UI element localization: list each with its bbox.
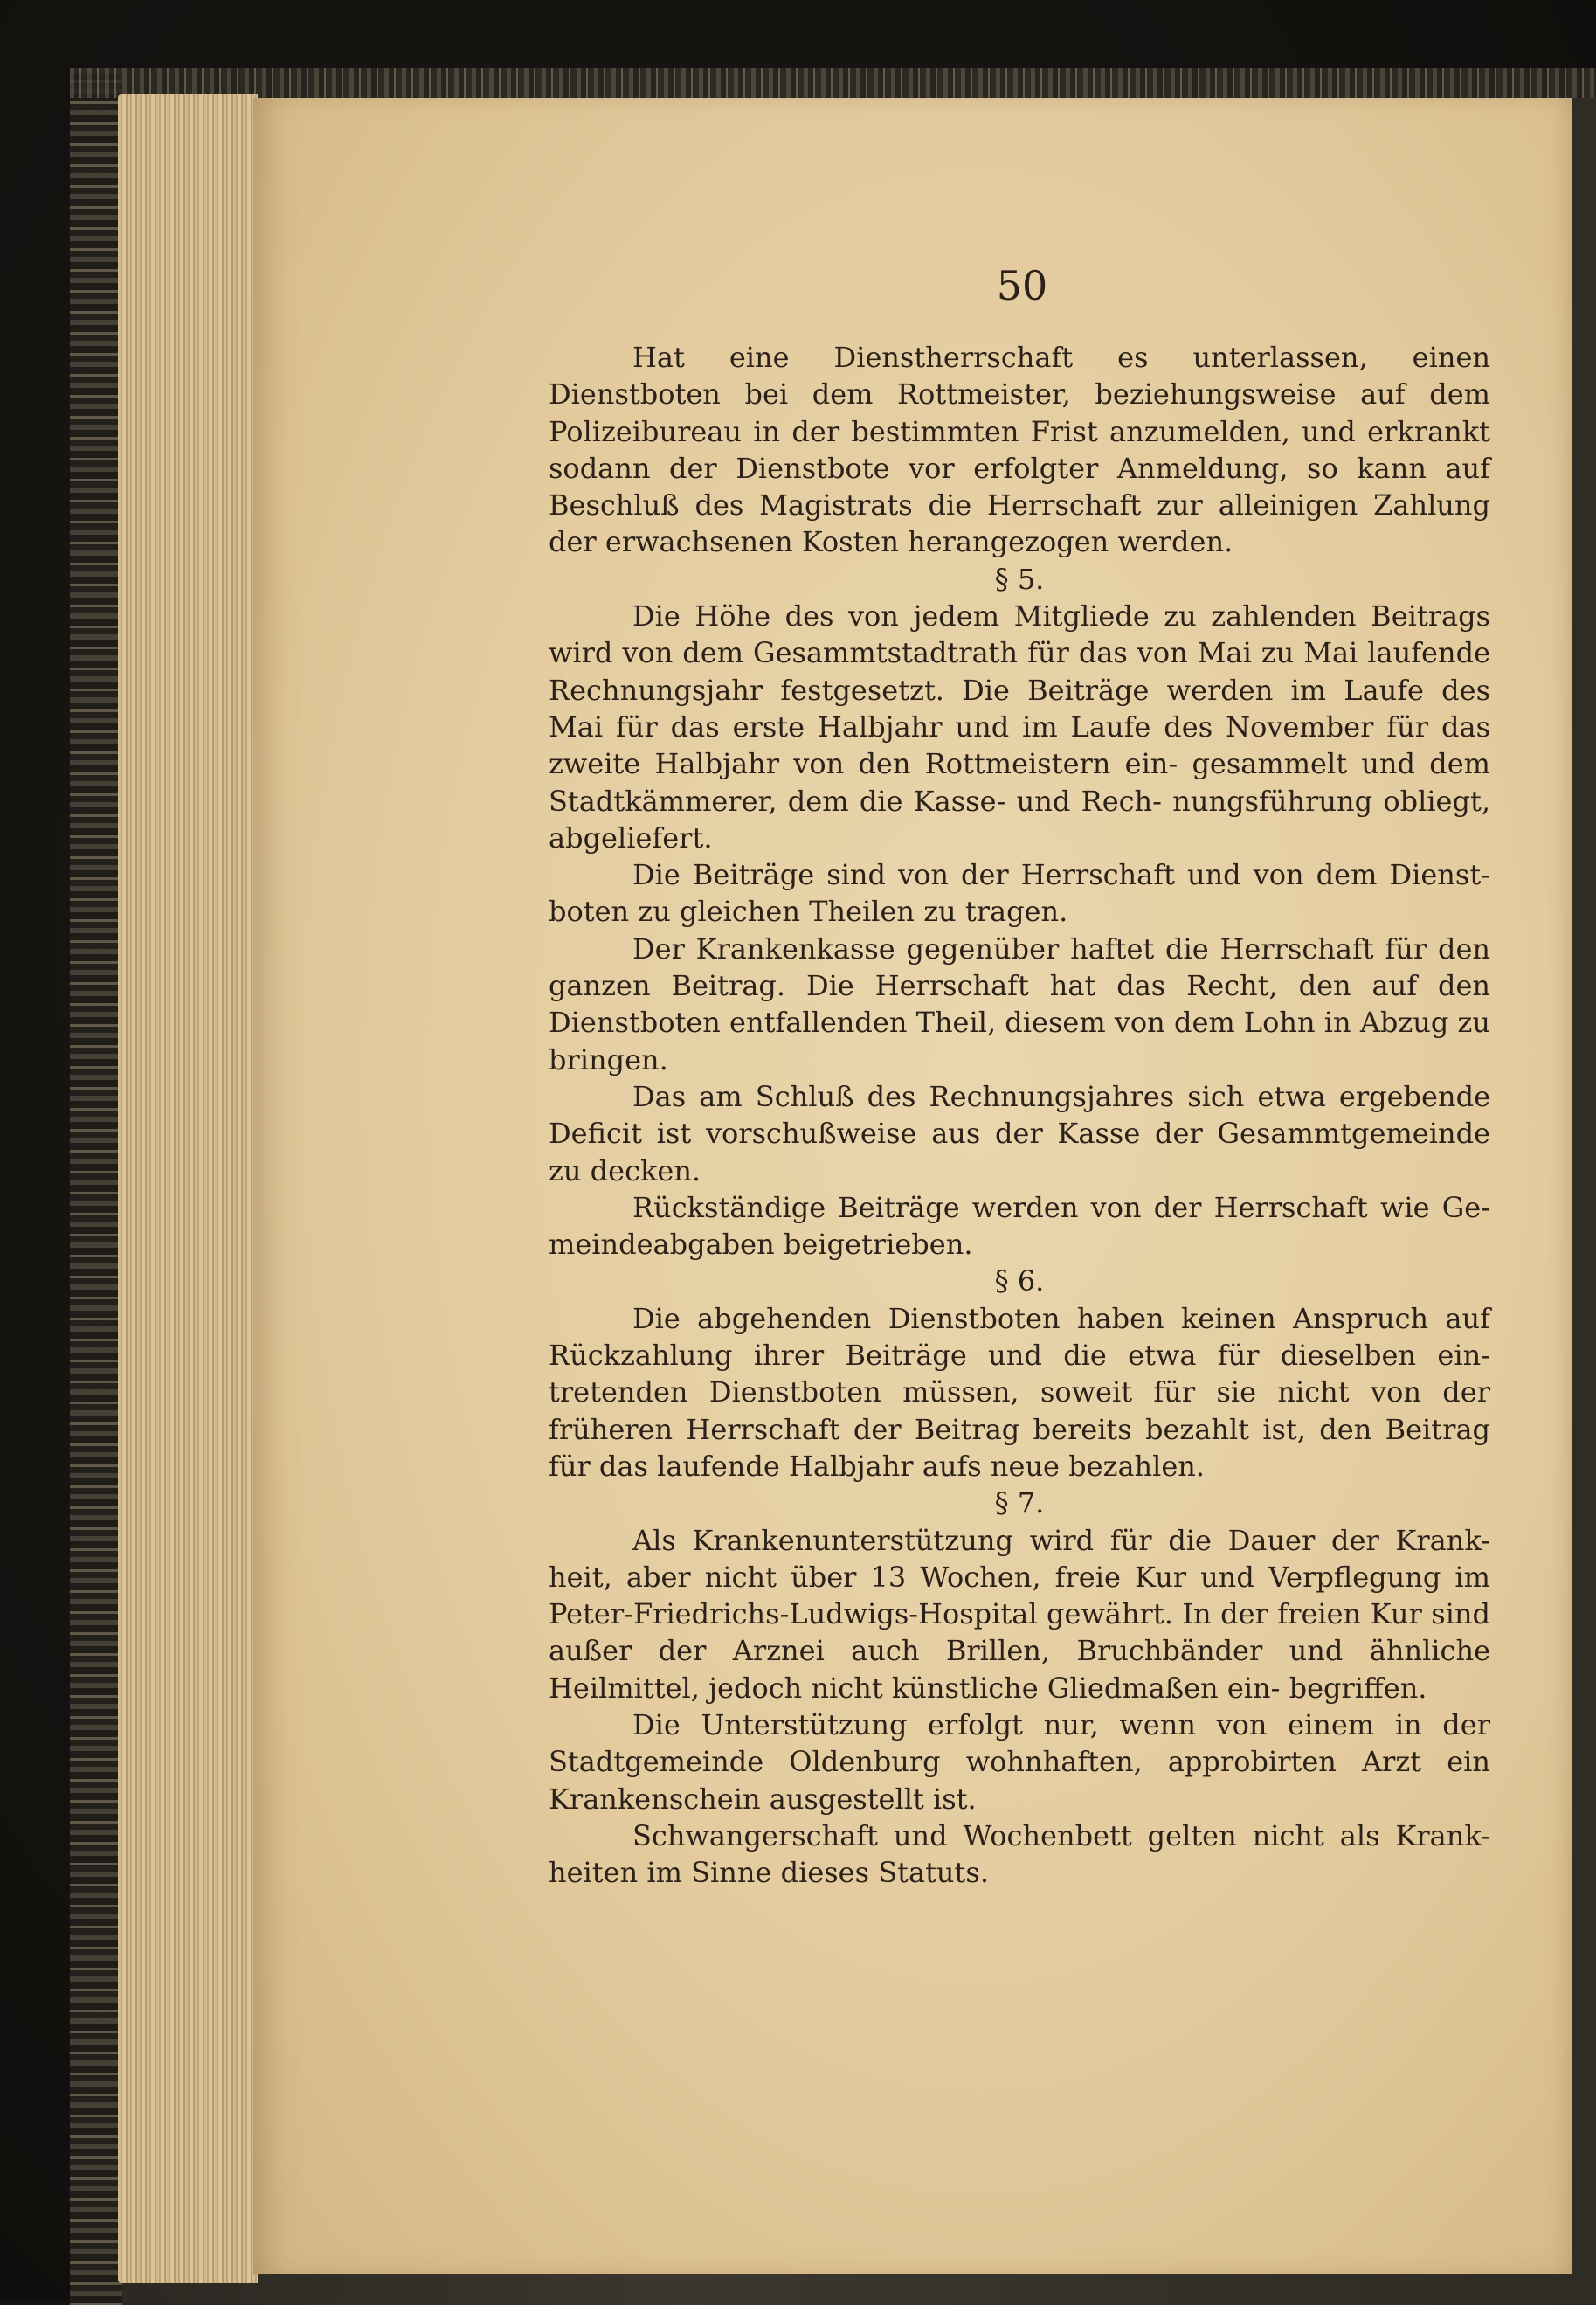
page-edges [118, 94, 258, 2283]
paragraph: Rückständige Beiträge werden von der Herrschaft wie Ge- meindeabgaben beigetrieben. [549, 1190, 1490, 1262]
section-heading: § 6. [994, 1264, 1045, 1298]
paragraph: Die Beiträge sind von der Herrschaft und von dem Dienst- boten zu gleichen Theilen zu tragen. [549, 858, 1490, 929]
paragraph: Die abgehenden Dienstboten haben keinen Anspruch auf Rückzahlung ihrer Beiträge und die etwa für dieselben ein- tretenden Dienstboten müssen, soweit für sie nicht von der früheren Herrschaft der Beitrag bereits bezahlt ist, den Beitrag für das laufende Halbjahr aufs neue bezahlen. [549, 1301, 1490, 1483]
paragraph: Das am Schluß des Rechnungsjahres sich etwa ergebende Deficit ist vorschußweise aus der Kasse der Gesammtgemeinde zu decken. [549, 1079, 1490, 1187]
section-heading: § 7. [994, 1486, 1045, 1520]
paragraph: Hat eine Dienstherrschaft es unterlassen, einen Dienstboten bei dem Rottmeister, beziehungsweise auf dem Polizeibureau in der bestimmten Frist anzumelden, und erkrankt sodann der Dienstbote vor erfolgter Anmeldung, so kann auf Beschluß des Magistrats die Herrschaft zur alleinigen Zahlung der erwachsenen Kosten herangezogen werden. [549, 341, 1490, 559]
paragraph: Schwangerschaft und Wochenbett gelten nicht als Krank- heiten im Sinne dieses Statuts. [549, 1818, 1490, 1890]
page-text [549, 339, 1490, 1891]
book-spine-edge [70, 68, 122, 2305]
page-number: 50 [996, 262, 1048, 309]
paragraph: Als Krankenunterstützung wird für die Dauer der Krank- heit, aber nicht über 13 Wochen, freie Kur und Verpflegung im Peter-Friedrichs-Ludwigs-Hospital gewährt. In der freien Kur sind außer der Arznei auch Brillen, Bruchbänder und ähnliche Heilmittel, jedoch nicht künstliche Gliedmaßen ein- begriffen. [549, 1523, 1490, 1705]
paragraph: Die Unterstützung erfolgt nur, wenn von einem in der Stadtgemeinde Oldenburg wohnhaften, approbirten Arzt ein Krankenschein ausgestellt ist. [549, 1707, 1490, 1816]
book-cover-top-edge [70, 68, 1596, 98]
paragraph: Der Krankenkasse gegenüber haftet die Herrschaft für den ganzen Beitrag. Die Herrschaft hat das Recht, den auf den Dienstboten entfallenden Theil, diesem von dem Lohn in Abzug zu bringen. [549, 931, 1490, 1076]
section-heading: § 5. [994, 562, 1045, 596]
paragraph: Die Höhe des von jedem Mitgliede zu zahlenden Beitrags wird von dem Gesammtstadtrath für das von Mai zu Mai laufende Rechnungsjahr festgesetzt. Die Beiträge werden im Laufe des Mai für das erste Halbjahr und im Laufe des November für das zweite Halbjahr von den Rottmeistern ein- gesammelt und dem Stadtkämmerer, dem die Kasse- und Rech- nungsführung obliegt, abgeliefert. [549, 599, 1490, 855]
